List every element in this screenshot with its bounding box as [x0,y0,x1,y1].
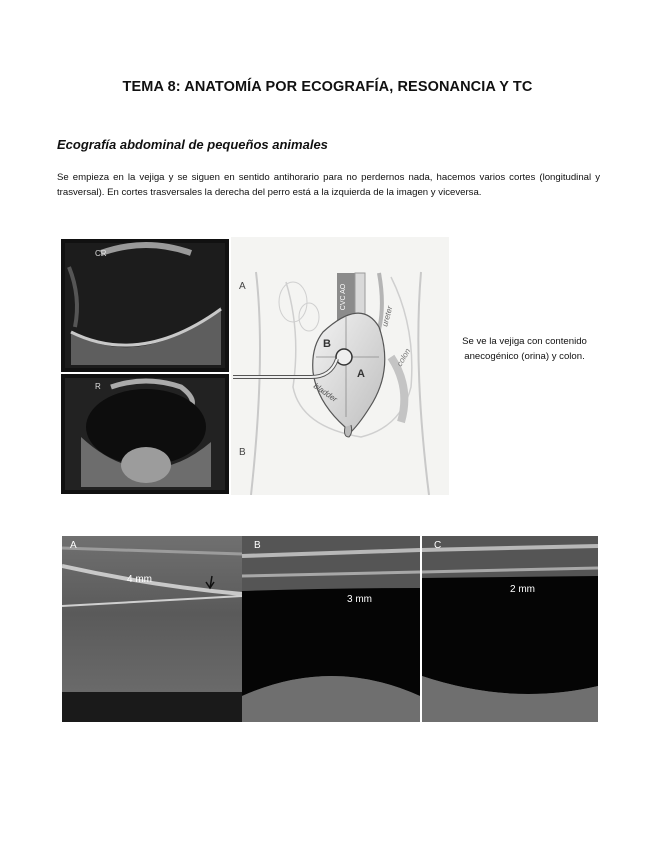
figure-caption: Se ve la vejiga con contenido anecogénico (orina) y colon. [462,336,587,362]
colon-label: colon [394,346,413,368]
figure-label-b: B [239,447,246,458]
diagram-label-a: A [357,368,365,380]
panel-c [422,536,598,722]
panel-c-measure: 2 mm [510,584,535,595]
ureter-label: ureter [380,304,395,328]
cvc-ao-label: CVC AO [340,283,347,311]
intro-paragraph: Se empieza en la vejiga y se siguen en sentido antihorario para no perdernos nada, hacemos varios cortes (longitudinal y trasversal). En cortes trasversales la derecha del perro está a la izquierda de la imagen y viceversa. [57,172,600,198]
panel-b-letter: B [254,540,261,551]
bladder-label: bladder [311,381,339,404]
diagram-label-b: B [323,338,331,350]
panel-a [62,536,242,722]
page-title: TEMA 8: ANATOMÍA POR ECOGRAFÍA, RESONANCIA Y TC [122,79,533,95]
panel-a-measure: 4 mm [127,574,152,585]
bladder-wall-panels [62,536,598,722]
panel-c-letter: C [434,540,442,551]
panel-b [242,536,420,722]
panel-a-letter: A [70,540,77,551]
section-heading: Ecografía abdominal de pequeños animales [57,137,328,152]
us-bottom-label: R [95,382,101,391]
bladder-figure [61,237,449,495]
us-top-label: CR [95,249,107,258]
panel-b-measure: 3 mm [347,594,372,605]
figure-label-a: A [239,281,246,292]
